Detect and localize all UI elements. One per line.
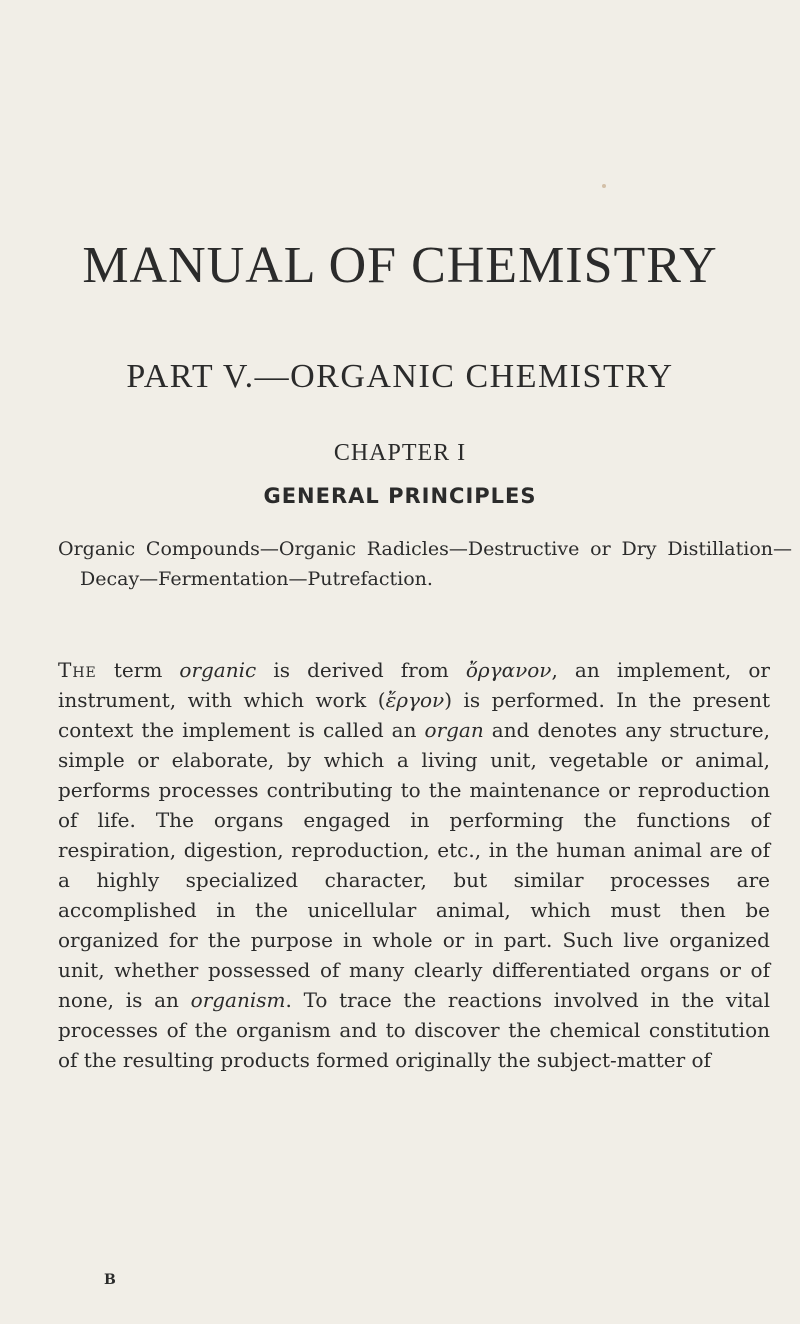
- paragraph-lead: The: [58, 658, 97, 682]
- text-run: ) is performed. In the present context the implement is called an: [58, 688, 770, 742]
- book-title: MANUAL OF CHEMISTRY: [82, 237, 718, 294]
- italic-term: organic: [179, 658, 257, 682]
- signature-mark: B: [104, 1272, 116, 1288]
- greek-term: ἔργον: [385, 688, 445, 712]
- text-run: is derived from: [256, 658, 466, 682]
- body-paragraph: [58, 655, 770, 1075]
- text-run: . To trace the reactions involved in the vital processes of the organism and to discover the chemical constitution of the resulting products formed originally the subject-matter of: [58, 988, 770, 1072]
- italic-term: organ: [424, 718, 484, 742]
- greek-term: ὄργανον: [465, 658, 552, 682]
- paper-blemish: [602, 184, 606, 188]
- part-title: PART V.—ORGANIC CHEMISTRY: [126, 358, 674, 395]
- chapter-number: CHAPTER I: [333, 440, 467, 466]
- text-run: , an implement, or instrument, with which work (: [58, 658, 770, 712]
- text-run: and denotes any structure, simple or elaborate, by which a living unit, vegetable or animal, performs processes contributing to the maintenance or reproduction of life. The organs engaged in performing the functions of respiration, digestion, reproduction, etc., in the human animal are of a highly specialized character, but similar processes are accomplished in the unicellular animal, which must then be organized for the purpose in whole or in part. Such live organized unit, whether possessed of many clearly differentiated organs or of none, is an: [58, 718, 770, 1012]
- italic-term: organism: [190, 988, 286, 1012]
- chapter-synopsis: Organic Compounds—Organic Radicles—Destructive or Dry Distillation—Decay—Fermentation—Putrefaction.: [58, 538, 792, 590]
- text-run: term: [96, 658, 180, 682]
- chapter-title: GENERAL PRINCIPLES: [263, 484, 537, 508]
